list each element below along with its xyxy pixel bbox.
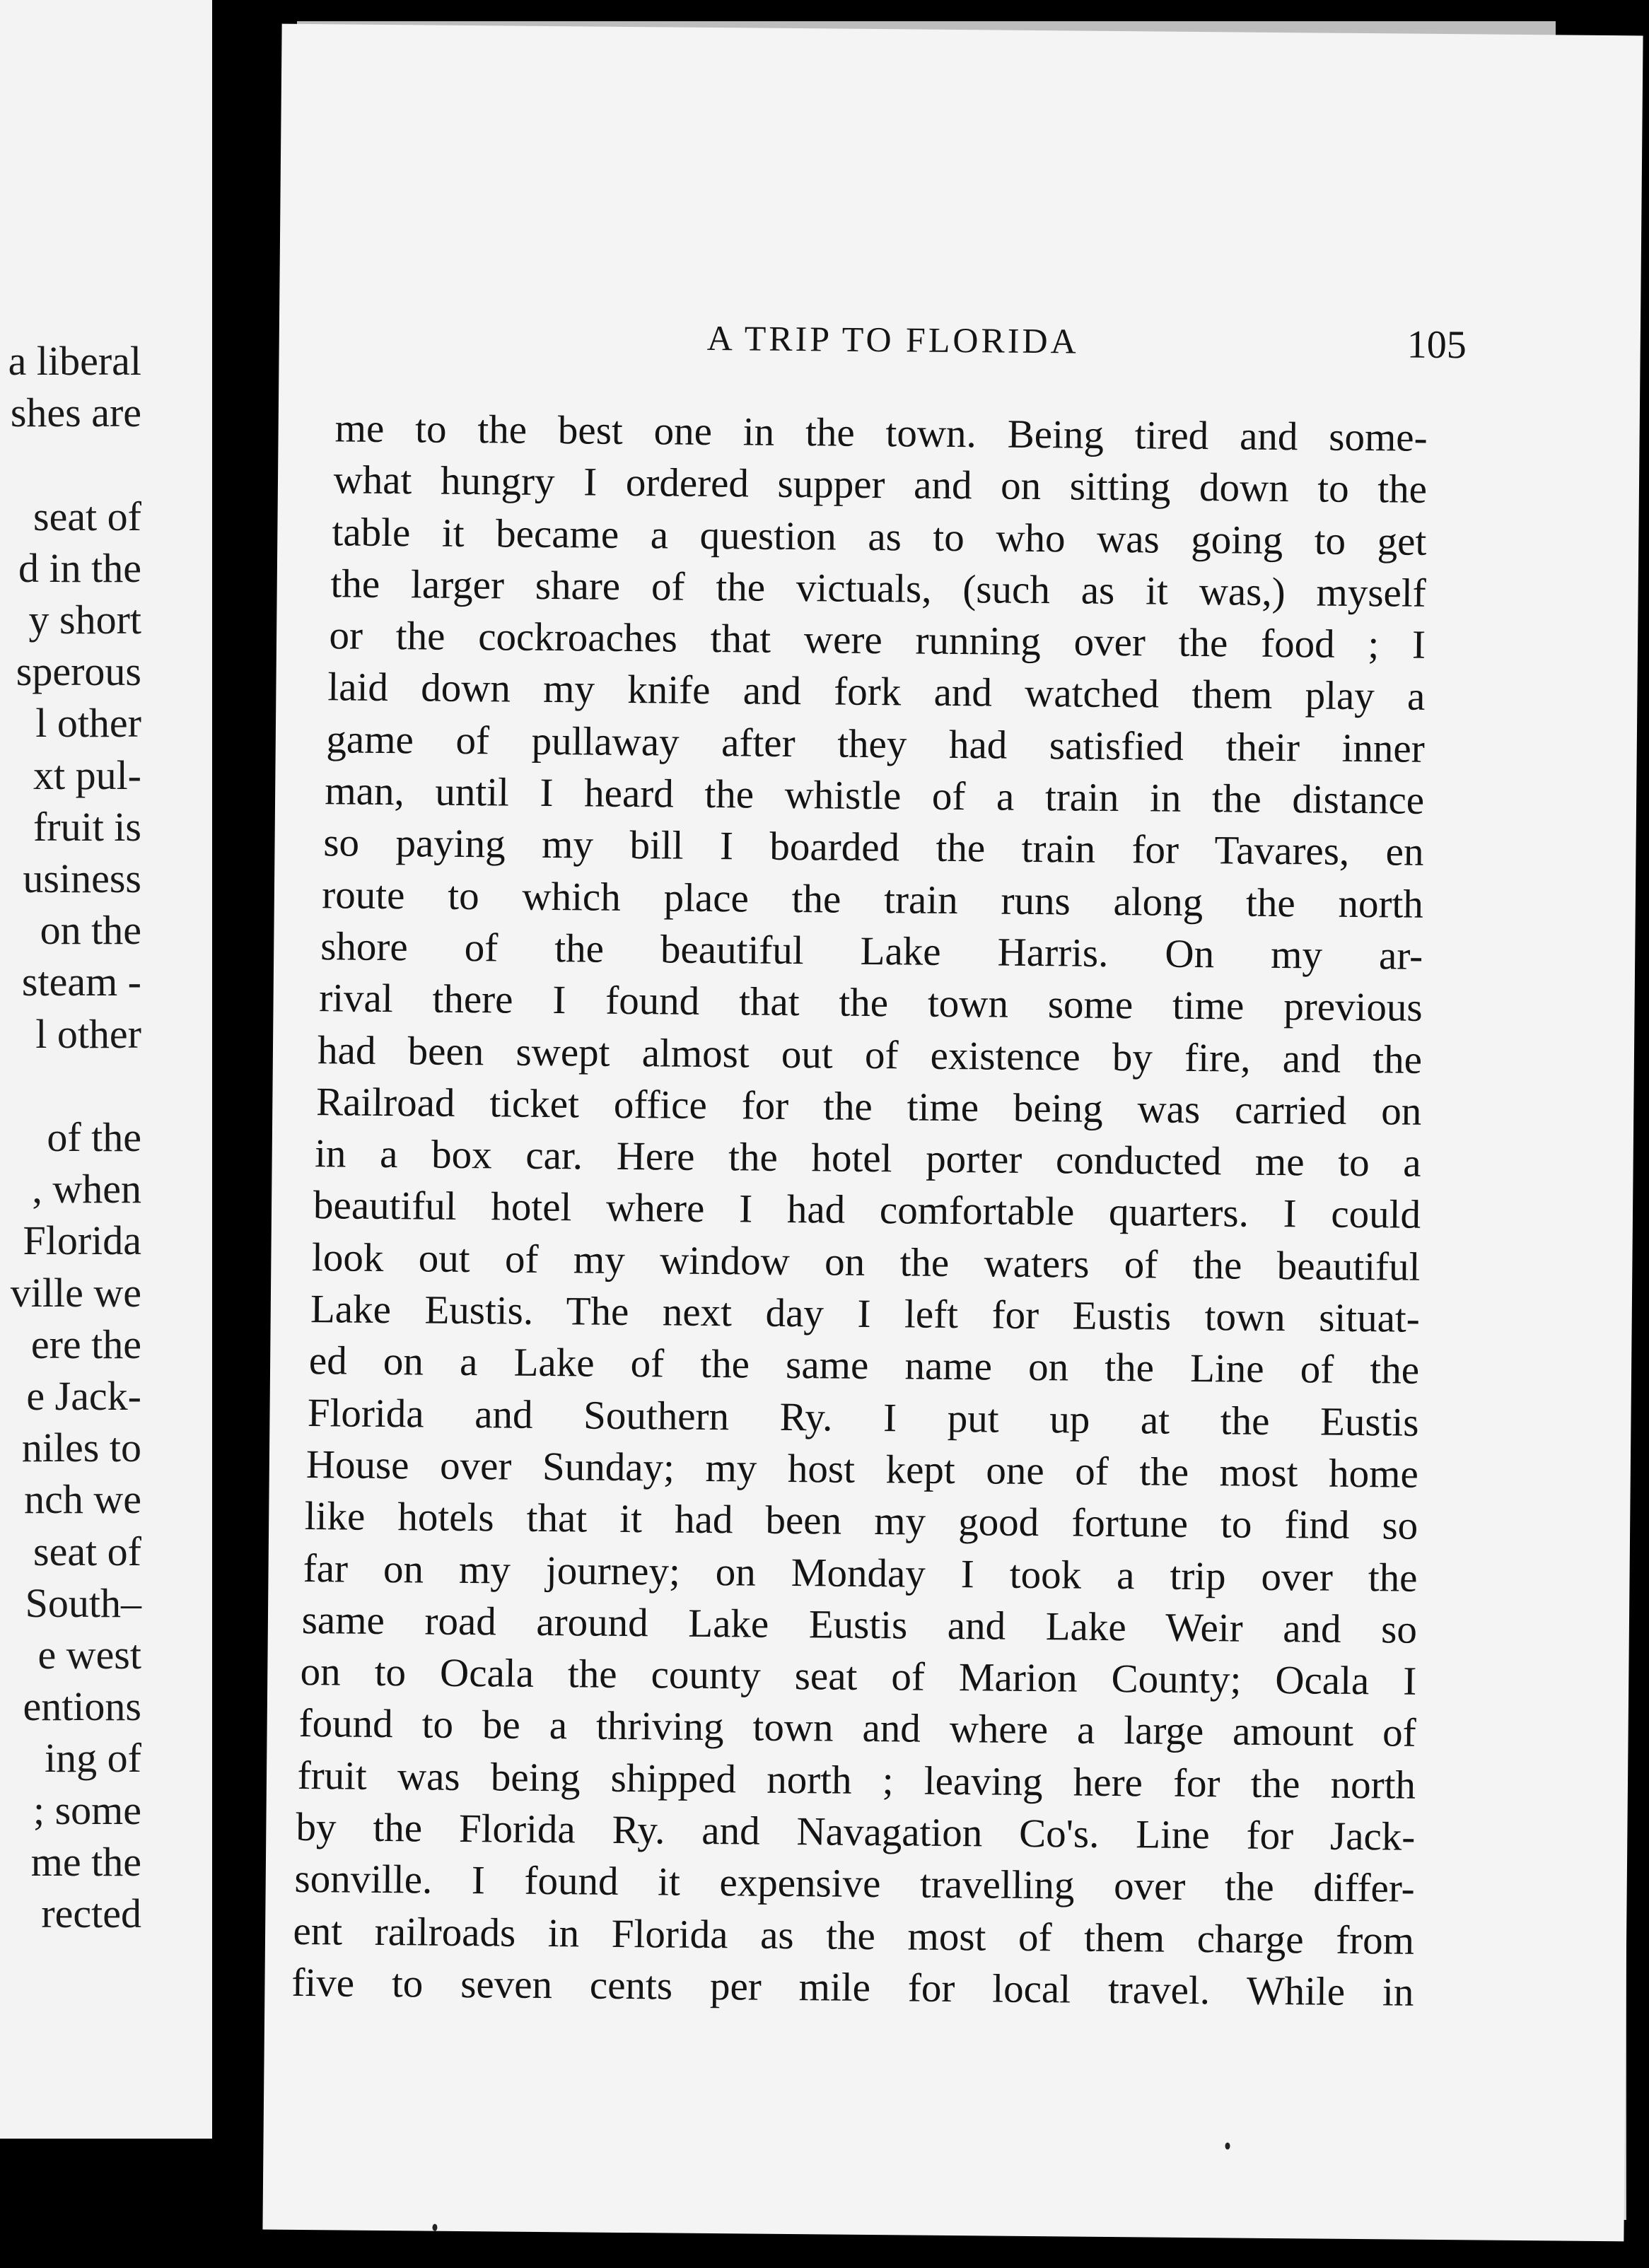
left-page-line-fragment: ; some <box>33 1787 141 1833</box>
body-line: same road around Lake Eustis and Lake Weir and so <box>301 1597 1418 1652</box>
body-line: ed on a Lake of the same name on the Line of the <box>308 1338 1420 1393</box>
left-page-line-fragment: nch we <box>24 1476 141 1523</box>
body-line: what hungry I ordered supper and on sitting down to the <box>333 457 1428 513</box>
left-page-line-fragment: me the <box>30 1838 141 1885</box>
body-line: man, until I heard the whistle of a train in the distance <box>325 768 1425 823</box>
body-line: laid down my knife and fork and watched them play a <box>327 665 1426 720</box>
page-number: 105 <box>1406 322 1467 368</box>
left-page-line-fragment: e west <box>37 1632 141 1678</box>
left-page-line-fragment: seat of <box>33 493 141 539</box>
left-page-line-fragment: Florida <box>23 1217 141 1264</box>
left-page-line-fragment: a liberal <box>8 338 141 384</box>
body-line: table it became a question as to who was going to get <box>332 509 1427 564</box>
left-page-line-fragment: rected <box>41 1890 141 1936</box>
left-page-line-fragment: d in the <box>18 544 141 591</box>
body-line: or the cockroaches that were running over the food ; I <box>329 613 1426 667</box>
body-line: Lake Eustis. The next day I left for Eustis town situat- <box>310 1287 1421 1341</box>
left-page-line-fragment: fruit is <box>33 803 141 850</box>
page-header <box>279 314 1641 382</box>
body-line: in a box car. Here the hotel porter conducted me to a <box>314 1131 1421 1186</box>
left-page-line-fragment: ere the <box>30 1321 141 1367</box>
left-page-line-fragment: y short <box>28 597 141 643</box>
left-page-line-fragment: sperous <box>16 648 141 695</box>
body-line: like hotels that it had been my good fortune to find so <box>304 1494 1418 1548</box>
left-page-line-fragment: usiness <box>23 855 141 901</box>
left-page-line-fragment: of the <box>47 1114 141 1160</box>
left-page-line-fragment: entions <box>23 1683 141 1730</box>
body-line: five to seven cents per mile for local travel. While in <box>291 1960 1414 2015</box>
body-line: on to Ocala the county seat of Marion County; Ocala I <box>300 1649 1417 1704</box>
left-page-line-fragment: on the <box>40 907 141 954</box>
left-page-line-fragment: seat of <box>33 1528 141 1574</box>
left-page-line-fragment: xt pul- <box>33 752 141 798</box>
left-page-line-fragment: , when <box>32 1166 141 1212</box>
left-page-line-fragment: steam - <box>21 959 141 1005</box>
body-line: by the Florida Ry. and Navagation Co's. Line for Jack- <box>296 1804 1416 1859</box>
left-page <box>0 0 212 2139</box>
body-line: the larger share of the victuals, (such as it was,) myself <box>330 561 1426 616</box>
ink-speck <box>1225 2142 1230 2149</box>
body-line: route to which place the train runs along the north <box>322 872 1424 927</box>
body-line: House over Sunday; my host kept one of the most home <box>305 1442 1419 1497</box>
body-line: found to be a thriving town and where a large amount of <box>298 1701 1416 1756</box>
body-line: ent railroads in Florida as the most of them charge from <box>293 1908 1415 1963</box>
body-line: Railroad ticket office for the time being was carried on <box>315 1080 1422 1134</box>
body-line: rival there I found that the town some time previous <box>318 976 1423 1031</box>
ink-speck <box>432 2224 437 2231</box>
body-line: Florida and Southern Ry. I put up at the Eustis <box>307 1390 1419 1445</box>
right-page <box>262 24 1643 2242</box>
left-page-line-fragment: niles to <box>21 1425 141 1471</box>
body-line: so paying my bill I boarded the train for Tavares, en <box>323 820 1424 875</box>
left-page-line-fragment: ville we <box>10 1269 141 1316</box>
body-line: fruit was being shipped north ; leaving here for the north <box>297 1753 1416 1808</box>
body-line: had been swept almost out of existence by fire, and the <box>317 1027 1423 1082</box>
body-line: sonville. I found it expensive travelling over the differ- <box>294 1857 1415 1912</box>
left-page-line-fragment: l other <box>35 1010 141 1057</box>
body-line: look out of my window on the waters of the beautiful <box>311 1234 1421 1290</box>
body-text <box>291 402 1428 2018</box>
left-page-line-fragment: l other <box>35 700 141 747</box>
body-line: beautiful hotel where I had comfortable quarters. I could <box>313 1183 1421 1238</box>
body-line: shore of the beautiful Lake Harris. On my ar- <box>320 924 1423 978</box>
body-line: game of pullaway after they had satisfied their inner <box>326 717 1426 771</box>
left-page-line-fragment: South– <box>25 1579 141 1626</box>
running-head: A TRIP TO FLORIDA <box>706 317 1079 361</box>
body-line: far on my journey; on Monday I took a trip over the <box>303 1545 1418 1601</box>
left-page-line-fragment: shes are <box>10 390 141 436</box>
left-page-line-fragment: ing of <box>45 1735 141 1782</box>
left-page-line-fragment: e Jack- <box>26 1373 141 1419</box>
body-line: me to the best one in the town. Being tired and some- <box>334 406 1428 460</box>
